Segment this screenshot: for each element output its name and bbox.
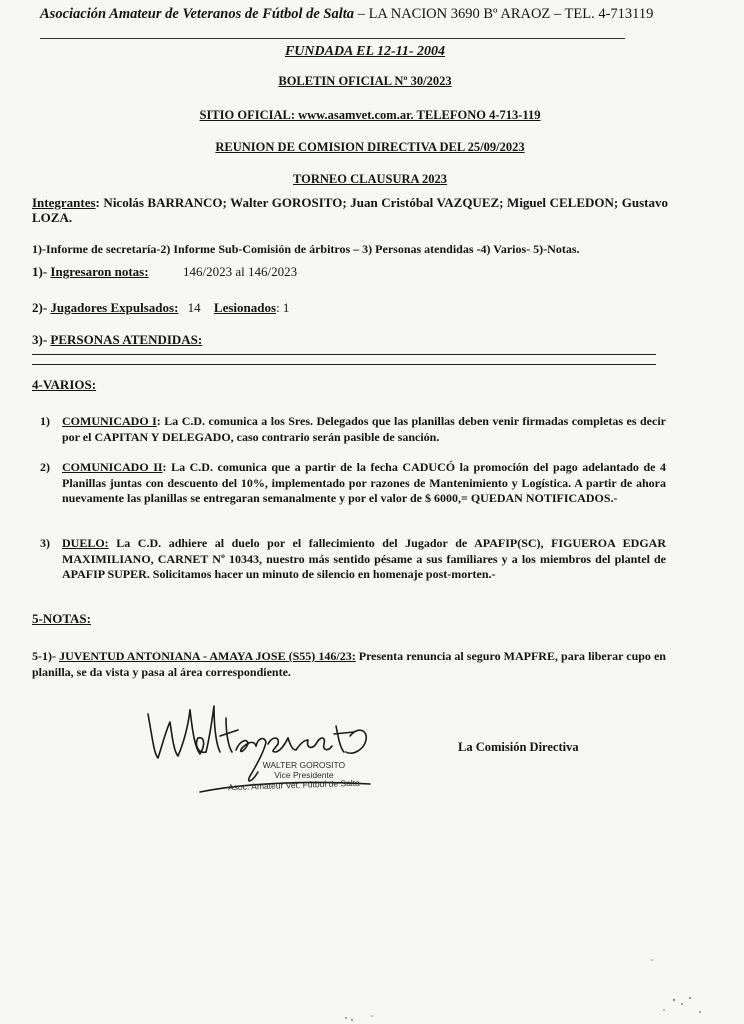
signer-organization: Asoc. Amateur Vet. Fútbol de Salta <box>227 777 360 793</box>
bulletin-number: BOLETIN OFICIAL Nº 30/2023 <box>278 74 452 88</box>
section-value: 146/2023 al 146/2023 <box>183 264 298 279</box>
section-number: 3)- <box>32 332 51 347</box>
section-number: 2)- <box>32 300 51 315</box>
injured-value: : 1 <box>276 300 290 315</box>
item-label: DUELO: <box>62 536 109 550</box>
item-number: 2) <box>40 460 50 474</box>
members-list: : Nicolás BARRANCO; Walter GOROSITO; Juan Cristóbal VAZQUEZ; Miguel CELEDON; Gustavo LOZA. <box>32 195 668 225</box>
section-label: Ingresaron notas: <box>50 264 149 279</box>
note-number: 5-1)- <box>32 649 60 663</box>
expelled-label: Jugadores Expulsados: <box>50 300 179 315</box>
agenda-line: 1)-Informe de secretaría-2) Informe Sub-Comisión de árbitros – 3) Personas atendidas -4) Varios- 5)-Notas. <box>32 242 580 256</box>
item-number: 1) <box>40 414 50 428</box>
item-label: COMUNICADO II <box>62 460 163 474</box>
note-body: Presenta renuncia al seguro MAPFRE, para liberar cupo en planilla, se da vista y pasa al área correspondiente. <box>32 649 666 679</box>
section-label: PERSONAS ATENDIDAS: <box>50 332 203 347</box>
official-site: SITIO OFICIAL: www.asamvet.com.ar. TELEFONO 4-713-119 <box>199 108 541 122</box>
signer-role: Vice Presidente <box>274 770 334 780</box>
item-body: : La C.D. comunica que a partir de la fecha CADUCÓ la promoción del pago adelantado de 4 Planillas juntas con descuento del 10%, implementado por razones de Mantenimiento y Logística. A partir de ahora nuevamente las planillas se entregaran semanalmente y por el valor de $ 6000,= QUEDAN NOTIFICADOS.- <box>62 460 666 505</box>
item-label: COMUNICADO I <box>62 414 157 428</box>
closing-signatory: La Comisión Directiva <box>458 740 579 754</box>
association-address: – LA NACION 3690 Bº ARAOZ – TEL. 4-713119 <box>354 6 654 22</box>
item-body: : La C.D. comunica a los Sres. Delegados que las planillas deben venir firmadas completas es decir por el CAPITAN Y DELEGADO, caso contrario serán pasible de sanción. <box>62 414 666 444</box>
section-number: 1)- <box>32 264 51 279</box>
notas-title: 5-NOTAS: <box>32 611 91 626</box>
signer-name: WALTER GOROSITO <box>262 760 346 770</box>
meeting-title: REUNION DE COMISION DIRECTIVA DEL 25/09/2023 <box>215 140 525 154</box>
injured-label: Lesionados <box>213 300 277 315</box>
note-label: JUVENTUD ANTONIANA - AMAYA JOSE (S55) 146/23: <box>59 649 356 663</box>
expelled-value: 14 <box>187 300 201 315</box>
association-name: Asociación Amateur de Veteranos de Fútbol de Salta <box>40 6 355 22</box>
founded-date: FUNDADA EL 12-11- 2004 <box>284 44 446 59</box>
varios-title: 4-VARIOS: <box>32 377 97 392</box>
members-label: Integrantes <box>32 195 96 210</box>
item-number: 3) <box>40 536 50 550</box>
item-body: La C.D. adhiere al duelo por el fallecimiento del Jugador de APAFIP(SC), FIGUEROA EDGAR MAXIMILIANO, CARNET Nº 10343, nuestro más sentido pésame a sus familiares y a los miembros del plantel de APAFIP SUPER. Solicitamos hacer un minuto de silencio en homenaje post-morten.- <box>62 536 666 581</box>
tournament-title: TORNEO CLAUSURA 2023 <box>293 172 447 186</box>
